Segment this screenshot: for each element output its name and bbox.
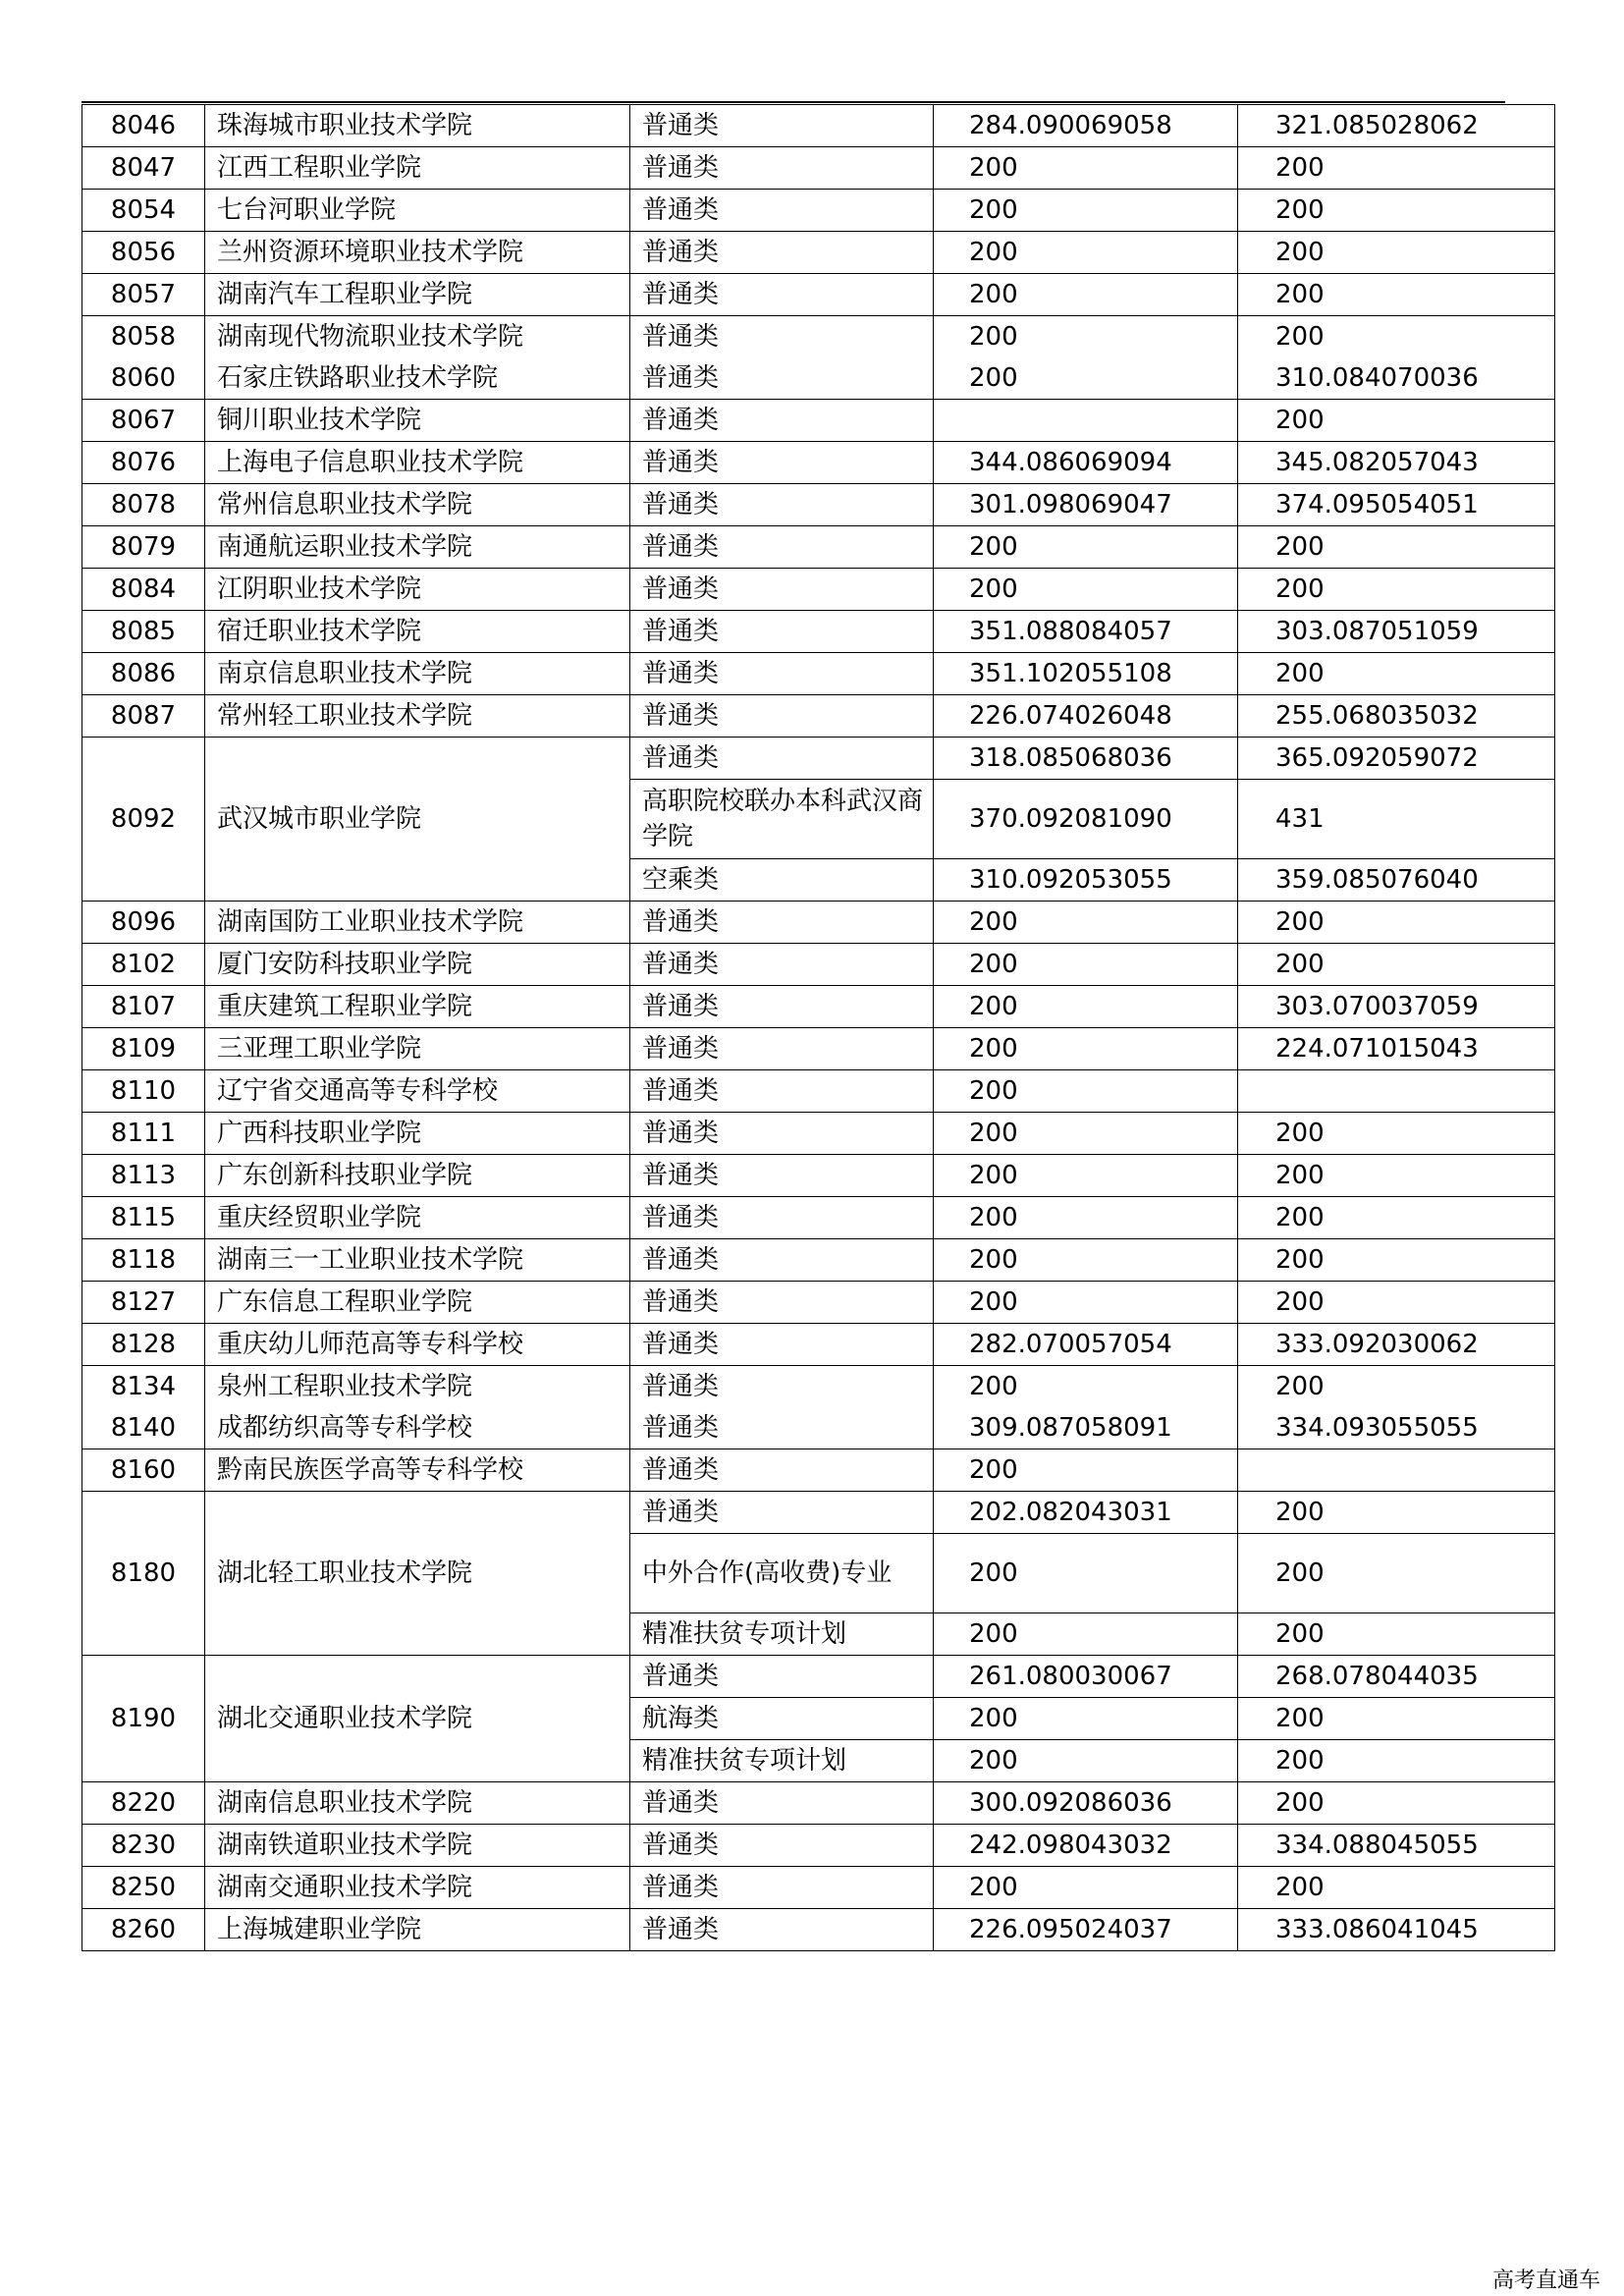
score-column-2: 431	[1238, 780, 1555, 859]
score-column-1: 200	[934, 274, 1238, 316]
table-row	[82, 526, 1555, 569]
school-code: 8140	[82, 1407, 205, 1449]
school-name: 南京信息职业技术学院	[205, 653, 630, 695]
admission-category: 精准扶贫专项计划	[630, 1613, 934, 1656]
school-name: 黔南民族医学高等专科学校	[205, 1449, 630, 1492]
table-row	[82, 569, 1555, 611]
table-row	[82, 1407, 1555, 1449]
score-column-2: 303.070037059	[1238, 986, 1555, 1028]
school-code: 8057	[82, 274, 205, 316]
score-column-1: 200	[934, 1366, 1238, 1408]
table-row	[82, 400, 1555, 442]
score-column-2: 200	[1238, 526, 1555, 569]
score-column-1: 200	[934, 357, 1238, 400]
score-column-1: 200	[934, 1239, 1238, 1282]
score-column-2: 200	[1238, 1698, 1555, 1740]
admission-category: 普通类	[630, 484, 934, 526]
table-row	[82, 1197, 1555, 1239]
score-column-1: 200	[934, 1197, 1238, 1239]
school-code: 8047	[82, 147, 205, 190]
score-column-1: 344.086069094	[934, 442, 1238, 484]
admission-category: 普通类	[630, 1155, 934, 1197]
score-column-2: 334.088045055	[1238, 1825, 1555, 1867]
school-code: 8096	[82, 902, 205, 944]
admission-category: 普通类	[630, 695, 934, 738]
school-code: 8230	[82, 1825, 205, 1867]
school-name: 铜川职业技术学院	[205, 400, 630, 442]
school-code: 8160	[82, 1449, 205, 1492]
admission-category: 普通类	[630, 944, 934, 986]
admission-category: 普通类	[630, 1407, 934, 1449]
school-code: 8190	[82, 1656, 205, 1782]
table-row	[82, 1782, 1555, 1825]
score-column-1: 261.080030067	[934, 1656, 1238, 1698]
score-column-1: 200	[934, 1698, 1238, 1740]
score-column-2: 200	[1238, 1113, 1555, 1155]
score-column-2: 200	[1238, 944, 1555, 986]
score-column-2: 333.092030062	[1238, 1324, 1555, 1366]
table-row	[82, 484, 1555, 526]
score-column-1: 310.092053055	[934, 859, 1238, 902]
school-name: 湖南汽车工程职业学院	[205, 274, 630, 316]
school-name: 广东信息工程职业学院	[205, 1282, 630, 1324]
table-row	[82, 1656, 1555, 1698]
school-code: 8067	[82, 400, 205, 442]
score-column-1: 318.085068036	[934, 738, 1238, 780]
admission-category: 普通类	[630, 232, 934, 274]
score-column-2: 200	[1238, 653, 1555, 695]
table-row	[82, 1449, 1555, 1492]
table-row	[82, 611, 1555, 653]
score-column-2: 321.085028062	[1238, 105, 1555, 147]
school-code: 8060	[82, 357, 205, 400]
school-name: 武汉城市职业学院	[205, 738, 630, 902]
school-name: 兰州资源环境职业技术学院	[205, 232, 630, 274]
score-column-1: 200	[934, 147, 1238, 190]
score-column-1: 200	[934, 1534, 1238, 1613]
score-column-2: 200	[1238, 232, 1555, 274]
admission-category: 普通类	[630, 1239, 934, 1282]
score-column-2: 365.092059072	[1238, 738, 1555, 780]
admission-category: 普通类	[630, 1825, 934, 1867]
table-row	[82, 274, 1555, 316]
school-code: 8220	[82, 1782, 205, 1825]
admission-category: 普通类	[630, 1656, 934, 1698]
school-name: 南通航运职业技术学院	[205, 526, 630, 569]
school-name: 湖南现代物流职业技术学院	[205, 316, 630, 358]
admission-category: 普通类	[630, 526, 934, 569]
school-code: 8084	[82, 569, 205, 611]
school-code: 8127	[82, 1282, 205, 1324]
school-name: 常州信息职业技术学院	[205, 484, 630, 526]
admission-category: 普通类	[630, 1113, 934, 1155]
score-column-1: 226.074026048	[934, 695, 1238, 738]
school-code: 8085	[82, 611, 205, 653]
school-name: 湖南铁道职业技术学院	[205, 1825, 630, 1867]
score-column-1: 200	[934, 1070, 1238, 1113]
table-row	[82, 1070, 1555, 1113]
table-body	[82, 105, 1555, 1951]
table-row	[82, 147, 1555, 190]
school-name: 常州轻工职业技术学院	[205, 695, 630, 738]
table-row	[82, 190, 1555, 232]
school-name: 上海电子信息职业技术学院	[205, 442, 630, 484]
score-column-1: 200	[934, 1740, 1238, 1782]
school-name: 辽宁省交通高等专科学校	[205, 1070, 630, 1113]
school-code: 8087	[82, 695, 205, 738]
school-code: 8107	[82, 986, 205, 1028]
school-name: 湖南信息职业技术学院	[205, 1782, 630, 1825]
school-code: 8109	[82, 1028, 205, 1070]
school-code: 8056	[82, 232, 205, 274]
score-column-2: 200	[1238, 400, 1555, 442]
score-column-2: 359.085076040	[1238, 859, 1555, 902]
score-column-1: 200	[934, 944, 1238, 986]
table-row	[82, 986, 1555, 1028]
table-row	[82, 653, 1555, 695]
admission-category: 普通类	[630, 1449, 934, 1492]
score-column-1: 200	[934, 232, 1238, 274]
school-code: 8079	[82, 526, 205, 569]
school-code: 8058	[82, 316, 205, 358]
school-code: 8134	[82, 1366, 205, 1408]
admission-category: 普通类	[630, 442, 934, 484]
school-code: 8113	[82, 1155, 205, 1197]
table-row	[82, 232, 1555, 274]
school-code: 8092	[82, 738, 205, 902]
score-column-1: 242.098043032	[934, 1825, 1238, 1867]
admission-category: 普通类	[630, 986, 934, 1028]
table-row	[82, 1909, 1555, 1951]
school-name: 重庆经贸职业学院	[205, 1197, 630, 1239]
score-column-1: 351.102055108	[934, 653, 1238, 695]
score-column-2: 334.093055055	[1238, 1407, 1555, 1449]
admission-category: 普通类	[630, 400, 934, 442]
footer-watermark: 高考直通车	[1491, 2269, 1600, 2293]
admission-category: 普通类	[630, 316, 934, 358]
score-column-2: 200	[1238, 147, 1555, 190]
table-row	[82, 695, 1555, 738]
school-code: 8046	[82, 105, 205, 147]
score-column-2	[1238, 1070, 1555, 1113]
score-column-2: 200	[1238, 190, 1555, 232]
table-row	[82, 902, 1555, 944]
score-column-2: 345.082057043	[1238, 442, 1555, 484]
admission-category: 普通类	[630, 1197, 934, 1239]
table-row	[82, 442, 1555, 484]
score-column-2: 200	[1238, 1782, 1555, 1825]
score-column-2: 224.071015043	[1238, 1028, 1555, 1070]
table-row	[82, 1028, 1555, 1070]
score-column-1: 200	[934, 569, 1238, 611]
score-column-1: 284.090069058	[934, 105, 1238, 147]
score-column-2	[1238, 1449, 1555, 1492]
admission-category: 普通类	[630, 1366, 934, 1408]
school-name: 江西工程职业学院	[205, 147, 630, 190]
school-name: 湖南三一工业职业技术学院	[205, 1239, 630, 1282]
score-column-2: 200	[1238, 1534, 1555, 1613]
score-column-1: 309.087058091	[934, 1407, 1238, 1449]
admission-category: 普通类	[630, 1782, 934, 1825]
score-column-2: 333.086041045	[1238, 1909, 1555, 1951]
score-column-2: 200	[1238, 1197, 1555, 1239]
table-row	[82, 1239, 1555, 1282]
score-column-1: 202.082043031	[934, 1492, 1238, 1534]
school-name: 三亚理工职业学院	[205, 1028, 630, 1070]
score-column-1: 200	[934, 986, 1238, 1028]
score-column-1: 200	[934, 1449, 1238, 1492]
score-column-2: 268.078044035	[1238, 1656, 1555, 1698]
table-row	[82, 1867, 1555, 1909]
score-column-2: 200	[1238, 1155, 1555, 1197]
table-row	[82, 1155, 1555, 1197]
school-name: 七台河职业学院	[205, 190, 630, 232]
score-column-2: 303.087051059	[1238, 611, 1555, 653]
score-column-1: 282.070057054	[934, 1324, 1238, 1366]
admission-category: 普通类	[630, 1867, 934, 1909]
school-code: 8076	[82, 442, 205, 484]
score-column-2: 310.084070036	[1238, 357, 1555, 400]
score-column-2: 255.068035032	[1238, 695, 1555, 738]
table-row	[82, 944, 1555, 986]
table-row	[82, 738, 1555, 780]
school-name: 泉州工程职业技术学院	[205, 1366, 630, 1408]
admission-category: 普通类	[630, 1492, 934, 1534]
admission-category: 中外合作(高收费)专业	[630, 1534, 934, 1613]
score-column-2: 200	[1238, 1282, 1555, 1324]
score-column-1: 200	[934, 1282, 1238, 1324]
score-column-1: 200	[934, 1028, 1238, 1070]
admission-category: 普通类	[630, 569, 934, 611]
score-column-1: 200	[934, 902, 1238, 944]
score-column-2: 200	[1238, 1239, 1555, 1282]
school-code: 8110	[82, 1070, 205, 1113]
admission-category: 普通类	[630, 1282, 934, 1324]
table-row	[82, 1492, 1555, 1534]
score-column-1: 200	[934, 1613, 1238, 1656]
score-column-2: 200	[1238, 1492, 1555, 1534]
score-column-2: 374.095054051	[1238, 484, 1555, 526]
admission-category: 高职院校联办本科武汉商学院	[630, 780, 934, 859]
school-name: 重庆幼儿师范高等专科学校	[205, 1324, 630, 1366]
score-column-1: 200	[934, 526, 1238, 569]
score-column-1: 200	[934, 1155, 1238, 1197]
score-column-2: 200	[1238, 902, 1555, 944]
admission-category: 精准扶贫专项计划	[630, 1740, 934, 1782]
school-code: 8086	[82, 653, 205, 695]
score-column-1: 301.098069047	[934, 484, 1238, 526]
school-code: 8250	[82, 1867, 205, 1909]
score-column-1: 200	[934, 1113, 1238, 1155]
school-name: 成都纺织高等专科学校	[205, 1407, 630, 1449]
table-row	[82, 1825, 1555, 1867]
admission-category: 普通类	[630, 738, 934, 780]
admission-category: 航海类	[630, 1698, 934, 1740]
table-row	[82, 1366, 1555, 1408]
school-name: 湖南交通职业技术学院	[205, 1867, 630, 1909]
top-rule	[81, 101, 1505, 103]
admission-category: 普通类	[630, 274, 934, 316]
score-column-1: 200	[934, 190, 1238, 232]
school-name: 广西科技职业学院	[205, 1113, 630, 1155]
school-name: 珠海城市职业技术学院	[205, 105, 630, 147]
admission-category: 普通类	[630, 1324, 934, 1366]
admission-category: 普通类	[630, 147, 934, 190]
school-name: 重庆建筑工程职业学院	[205, 986, 630, 1028]
school-name: 宿迁职业技术学院	[205, 611, 630, 653]
score-column-1: 300.092086036	[934, 1782, 1238, 1825]
score-column-2: 200	[1238, 1366, 1555, 1408]
table-row	[82, 1113, 1555, 1155]
table-row	[82, 316, 1555, 358]
school-code: 8180	[82, 1492, 205, 1656]
school-name: 湖南国防工业职业技术学院	[205, 902, 630, 944]
school-code: 8078	[82, 484, 205, 526]
score-column-1: 370.092081090	[934, 780, 1238, 859]
score-column-2: 200	[1238, 316, 1555, 358]
admission-category: 空乘类	[630, 859, 934, 902]
score-column-2: 200	[1238, 1867, 1555, 1909]
admission-category: 普通类	[630, 190, 934, 232]
school-code: 8102	[82, 944, 205, 986]
score-column-2: 200	[1238, 1613, 1555, 1656]
admission-category: 普通类	[630, 611, 934, 653]
admission-category: 普通类	[630, 105, 934, 147]
admission-category: 普通类	[630, 1909, 934, 1951]
score-column-1: 200	[934, 316, 1238, 358]
school-name: 江阴职业技术学院	[205, 569, 630, 611]
score-column-2: 200	[1238, 274, 1555, 316]
school-code: 8054	[82, 190, 205, 232]
school-code: 8118	[82, 1239, 205, 1282]
score-column-1: 351.088084057	[934, 611, 1238, 653]
school-name: 上海城建职业学院	[205, 1909, 630, 1951]
score-column-2: 200	[1238, 569, 1555, 611]
admission-score-table	[81, 104, 1555, 1951]
score-column-1: 226.095024037	[934, 1909, 1238, 1951]
admission-category: 普通类	[630, 1070, 934, 1113]
admission-category: 普通类	[630, 653, 934, 695]
admission-category: 普通类	[630, 902, 934, 944]
score-column-1: 200	[934, 1867, 1238, 1909]
score-column-1	[934, 400, 1238, 442]
school-code: 8260	[82, 1909, 205, 1951]
school-code: 8128	[82, 1324, 205, 1366]
school-code: 8111	[82, 1113, 205, 1155]
admission-category: 普通类	[630, 1028, 934, 1070]
table-row	[82, 1282, 1555, 1324]
table-row	[82, 357, 1555, 400]
school-name: 石家庄铁路职业技术学院	[205, 357, 630, 400]
table-row	[82, 1324, 1555, 1366]
admission-category: 普通类	[630, 357, 934, 400]
score-column-2: 200	[1238, 1740, 1555, 1782]
school-name: 厦门安防科技职业学院	[205, 944, 630, 986]
table-row	[82, 105, 1555, 147]
school-name: 湖北交通职业技术学院	[205, 1656, 630, 1782]
school-name: 广东创新科技职业学院	[205, 1155, 630, 1197]
school-name: 湖北轻工职业技术学院	[205, 1492, 630, 1656]
school-code: 8115	[82, 1197, 205, 1239]
